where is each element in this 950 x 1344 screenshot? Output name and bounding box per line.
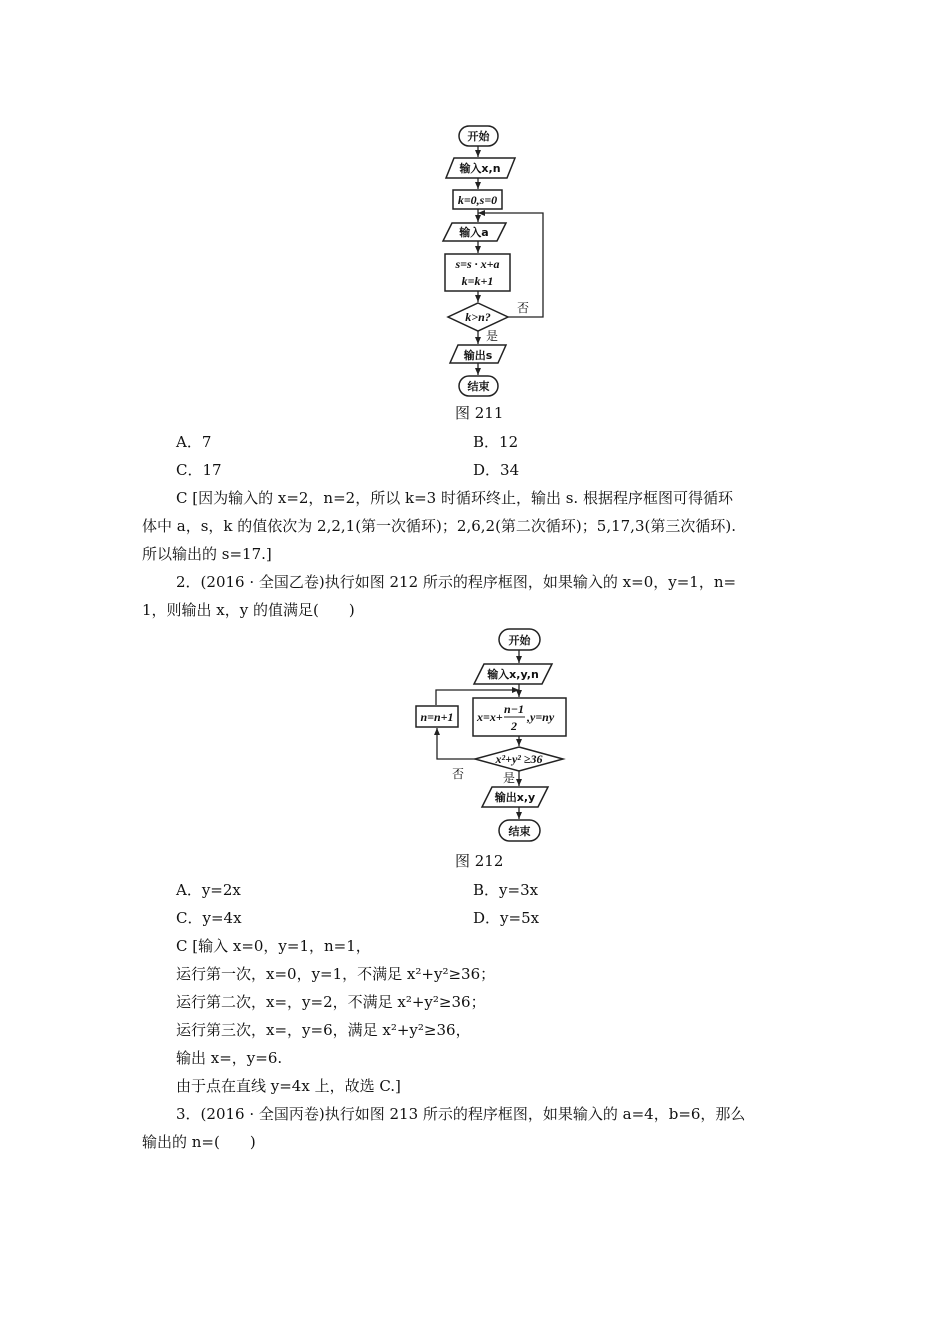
process-frac-num: n−1 [504, 702, 524, 716]
start-label: 开始 [467, 130, 490, 143]
flowchart-212 [0, 620, 950, 850]
no-label: 否 [452, 767, 465, 781]
q1-option-b: B．12 [473, 433, 519, 451]
init-label: k=0,s=0 [457, 193, 498, 207]
process-k-label: k=k+1 [461, 274, 494, 288]
end-label: 结束 [508, 825, 531, 838]
q2-answer-line2: 运行第一次，x=0，y=1，不满足 x²+y²≥36； [176, 965, 496, 983]
input-a-label: 输入a [459, 226, 489, 239]
q2-answer-line5: 输出 x=，y=6. [176, 1049, 283, 1067]
flowchart-211 [0, 0, 950, 420]
decision-label: k>n? [465, 310, 491, 324]
increment-label: n=n+1 [420, 710, 454, 724]
output-label: 输出s [463, 349, 493, 362]
figure-211-caption: 图 211 [455, 404, 504, 422]
q1-answer-line1: C [因为输入的 x=2，n=2，所以 k=3 时循环终止，输出 s. 根据程序框图可得循环 [176, 489, 733, 507]
q2-option-c: C．y=4x [176, 909, 242, 927]
process-suffix: ,y=ny [527, 710, 555, 724]
q2-answer-line1: C [输入 x=0，y=1，n=1， [176, 937, 371, 955]
q2-answer-line3: 运行第二次，x=，y=2，不满足 x²+y²≥36； [176, 993, 486, 1011]
process-frac-den: 2 [511, 719, 517, 733]
yes-label: 是 [486, 329, 499, 343]
q2-option-d: D．y=5x [473, 909, 540, 927]
q2-line1: 2．(2016 · 全国乙卷)执行如图 212 所示的程序框图，如果输入的 x=0，y=1，n= [176, 573, 737, 591]
process-s-label: s=s · x+a [455, 257, 500, 271]
q2-line2: 1，则输出 x，y 的值满足( ) [142, 601, 355, 619]
q1-option-d: D．34 [473, 461, 520, 479]
output-label: 输出x,y [494, 791, 536, 804]
process-prefix: x=x+ [477, 710, 503, 724]
q2-answer-line6: 由于点在直线 y=4x 上，故选 C.] [176, 1077, 401, 1095]
no-label: 否 [517, 301, 530, 315]
q3-line2: 输出的 n=( ) [142, 1133, 256, 1151]
q1-answer-line3: 所以输出的 s=17.] [142, 545, 272, 563]
input-label: 输入x,y,n [487, 668, 539, 681]
q3-line1: 3．(2016 · 全国丙卷)执行如图 213 所示的程序框图，如果输入的 a=4，b=6，那么 [176, 1105, 746, 1123]
q1-answer-line2: 体中 a，s，k 的值依次为 2,2,1(第一次循环)；2,6,2(第二次循环)；5,17,3(第三次循环). [142, 517, 736, 535]
end-label: 结束 [467, 380, 490, 393]
q1-option-c: C．17 [176, 461, 222, 479]
q2-option-a: A．y=2x [176, 881, 241, 899]
q1-option-a: A．7 [176, 433, 212, 451]
q2-answer-line4: 运行第三次，x=，y=6，满足 x²+y²≥36， [176, 1021, 471, 1039]
figure-212-caption: 图 212 [455, 852, 504, 870]
yes-label: 是 [503, 771, 516, 785]
input-xn-label: 输入x,n [459, 162, 501, 175]
q2-option-b: B．y=3x [473, 881, 539, 899]
decision-label: x²+y² ≥36 [495, 752, 543, 766]
start-label: 开始 [508, 634, 531, 647]
